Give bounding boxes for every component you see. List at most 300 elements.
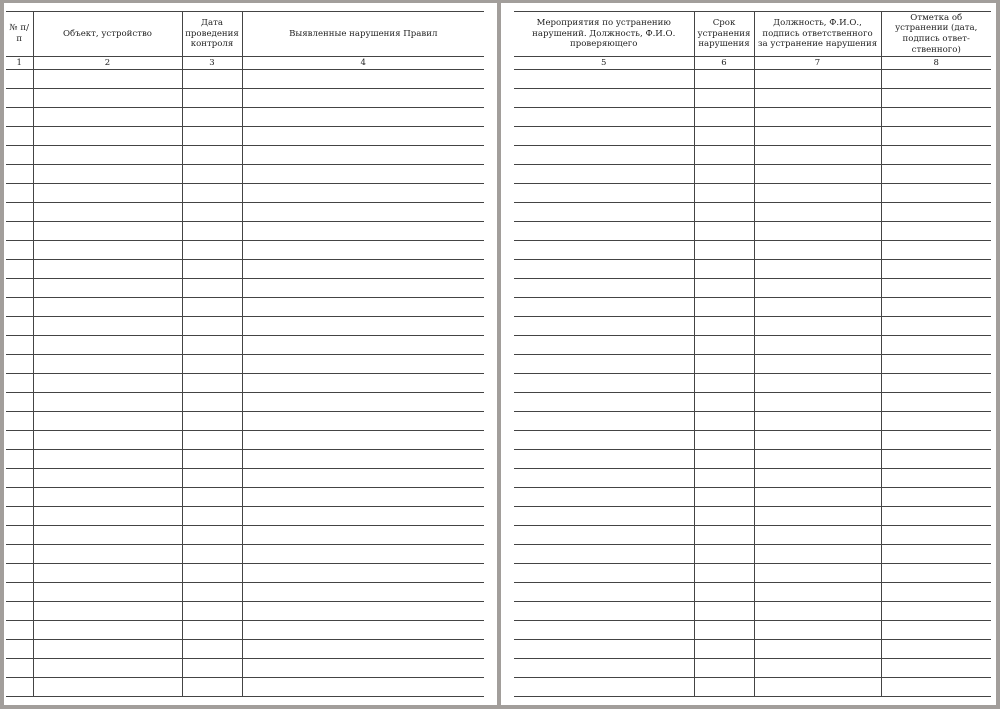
table-row [514, 640, 991, 659]
blank-cell [881, 279, 991, 298]
blank-cell [754, 602, 881, 621]
blank-cell [881, 640, 991, 659]
header-row [514, 12, 991, 57]
table-row [514, 488, 991, 507]
blank-cell [694, 564, 754, 583]
blank-cell [694, 260, 754, 279]
column-number: 1 [6, 57, 33, 70]
blank-cell [881, 450, 991, 469]
blank-cell [182, 298, 242, 317]
table-row [6, 355, 484, 374]
blank-cell [242, 127, 484, 146]
blank-cell [514, 355, 694, 374]
blank-cell [33, 450, 182, 469]
blank-cell [242, 241, 484, 260]
blank-cell [242, 374, 484, 393]
blank-cell [242, 184, 484, 203]
blank-cell [33, 659, 182, 678]
blank-cell [242, 640, 484, 659]
blank-cell [6, 659, 33, 678]
header-control-date: Дата проведения контроля [182, 12, 242, 57]
header-elimination-mark: Отметка об устранении (дата, подпись ответ- ственного) [881, 12, 991, 57]
table-row [514, 431, 991, 450]
blank-cell [881, 602, 991, 621]
blank-cell [6, 450, 33, 469]
blank-cell [182, 317, 242, 336]
blank-cell [514, 640, 694, 659]
blank-cell [694, 298, 754, 317]
blank-cell [33, 374, 182, 393]
column-number-row [6, 57, 484, 70]
table-row [6, 203, 484, 222]
blank-cell [242, 146, 484, 165]
blank-cell [514, 583, 694, 602]
blank-cell [881, 678, 991, 697]
blank-cell [881, 545, 991, 564]
blank-cell [33, 621, 182, 640]
blank-cell [182, 260, 242, 279]
blank-cell [242, 108, 484, 127]
column-number-row [514, 57, 991, 70]
blank-cell [754, 260, 881, 279]
blank-cell [242, 279, 484, 298]
table-row [514, 260, 991, 279]
blank-cell [881, 203, 991, 222]
blank-cell [242, 298, 484, 317]
table-row [6, 165, 484, 184]
table-row [514, 336, 991, 355]
blank-cell [881, 108, 991, 127]
table-row [514, 526, 991, 545]
blank-cell [6, 564, 33, 583]
blank-cell [754, 203, 881, 222]
blank-cell [754, 165, 881, 184]
header-number: № п/п [6, 12, 33, 57]
blank-cell [182, 526, 242, 545]
blank-cell [694, 526, 754, 545]
blank-cell [6, 260, 33, 279]
blank-cell [694, 431, 754, 450]
blank-cell [514, 203, 694, 222]
blank-cell [754, 583, 881, 602]
blank-cell [514, 412, 694, 431]
table-row [6, 640, 484, 659]
blank-cell [754, 184, 881, 203]
blank-cell [242, 431, 484, 450]
table-row [514, 127, 991, 146]
table-row [6, 488, 484, 507]
blank-cell [754, 108, 881, 127]
blank-cell [754, 621, 881, 640]
blank-cell [33, 108, 182, 127]
header-row [6, 12, 484, 57]
blank-cell [694, 70, 754, 89]
blank-cell [514, 545, 694, 564]
blank-cell [754, 127, 881, 146]
blank-cell [6, 127, 33, 146]
blank-cell [242, 89, 484, 108]
table-row [514, 184, 991, 203]
blank-cell [242, 678, 484, 697]
blank-cell [6, 507, 33, 526]
table-row [514, 374, 991, 393]
blank-cell [754, 640, 881, 659]
table-row [6, 374, 484, 393]
blank-cell [33, 222, 182, 241]
table-row [514, 108, 991, 127]
table-row [6, 336, 484, 355]
blank-cell [754, 450, 881, 469]
table-row [514, 678, 991, 697]
blank-cell [754, 374, 881, 393]
table-row [6, 621, 484, 640]
blank-cell [6, 222, 33, 241]
blank-cell [694, 545, 754, 564]
blank-cell [514, 431, 694, 450]
table-row [514, 545, 991, 564]
table-row [514, 146, 991, 165]
column-number: 3 [182, 57, 242, 70]
table-row [6, 260, 484, 279]
blank-cell [242, 621, 484, 640]
blank-cell [514, 146, 694, 165]
blank-cell [881, 431, 991, 450]
blank-cell [6, 203, 33, 222]
blank-cell [6, 184, 33, 203]
table-row [6, 241, 484, 260]
blank-cell [694, 450, 754, 469]
table-row [514, 298, 991, 317]
blank-cell [6, 602, 33, 621]
blank-cell [33, 203, 182, 222]
blank-cell [881, 393, 991, 412]
blank-cell [33, 583, 182, 602]
blank-cell [514, 89, 694, 108]
blank-cell [33, 355, 182, 374]
blank-cell [242, 545, 484, 564]
blank-cell [881, 659, 991, 678]
blank-cell [754, 412, 881, 431]
blank-cell [6, 621, 33, 640]
blank-cell [694, 203, 754, 222]
blank-cell [182, 374, 242, 393]
table-row [514, 165, 991, 184]
table-row [6, 412, 484, 431]
blank-cell [6, 488, 33, 507]
blank-cell [694, 602, 754, 621]
blank-cell [694, 127, 754, 146]
blank-cell [514, 488, 694, 507]
blank-cell [881, 165, 991, 184]
blank-cell [881, 127, 991, 146]
blank-cell [33, 70, 182, 89]
blank-cell [754, 507, 881, 526]
blank-cell [242, 507, 484, 526]
blank-cell [754, 526, 881, 545]
column-number: 6 [694, 57, 754, 70]
right-register-table [514, 11, 991, 697]
table-row [6, 659, 484, 678]
table-row [6, 146, 484, 165]
blank-cell [6, 469, 33, 488]
blank-cell [694, 678, 754, 697]
table-row [6, 393, 484, 412]
blank-cell [881, 260, 991, 279]
blank-cell [514, 374, 694, 393]
table-row [6, 678, 484, 697]
blank-cell [694, 393, 754, 412]
blank-cell [242, 222, 484, 241]
blank-cell [33, 241, 182, 260]
table-row [514, 583, 991, 602]
blank-cell [754, 355, 881, 374]
blank-cell [694, 583, 754, 602]
blank-cell [33, 564, 182, 583]
blank-cell [881, 146, 991, 165]
table-row [514, 469, 991, 488]
blank-cell [6, 640, 33, 659]
table-row [6, 279, 484, 298]
blank-cell [694, 355, 754, 374]
table-row [514, 89, 991, 108]
blank-cell [694, 279, 754, 298]
table-row [6, 89, 484, 108]
blank-cell [754, 488, 881, 507]
blank-cell [881, 70, 991, 89]
blank-cell [242, 70, 484, 89]
blank-cell [694, 317, 754, 336]
blank-cell [881, 507, 991, 526]
header-object: Объект, устройство [33, 12, 182, 57]
blank-cell [182, 336, 242, 355]
blank-cell [6, 393, 33, 412]
blank-cell [754, 241, 881, 260]
blank-cell [881, 298, 991, 317]
blank-cell [6, 678, 33, 697]
blank-cell [6, 412, 33, 431]
blank-cell [694, 412, 754, 431]
blank-cell [754, 146, 881, 165]
blank-cell [182, 659, 242, 678]
blank-cell [182, 469, 242, 488]
table-row [6, 545, 484, 564]
blank-cell [182, 621, 242, 640]
blank-cell [33, 336, 182, 355]
blank-cell [33, 317, 182, 336]
left-blank-rows [6, 70, 484, 697]
blank-cell [754, 89, 881, 108]
table-row [514, 222, 991, 241]
blank-cell [242, 469, 484, 488]
blank-cell [754, 659, 881, 678]
blank-cell [6, 355, 33, 374]
header-responsible: Должность, Ф.И.О., подпись ответственного за устранение нарушения [754, 12, 881, 57]
blank-cell [182, 241, 242, 260]
blank-cell [754, 564, 881, 583]
blank-cell [694, 374, 754, 393]
blank-cell [694, 507, 754, 526]
blank-cell [6, 279, 33, 298]
blank-cell [33, 146, 182, 165]
blank-cell [242, 260, 484, 279]
blank-cell [881, 564, 991, 583]
blank-cell [754, 393, 881, 412]
table-row [6, 564, 484, 583]
table-row [6, 507, 484, 526]
blank-cell [182, 564, 242, 583]
blank-cell [514, 298, 694, 317]
table-row [514, 393, 991, 412]
table-row [514, 659, 991, 678]
blank-cell [242, 602, 484, 621]
blank-cell [33, 165, 182, 184]
blank-cell [694, 184, 754, 203]
blank-cell [6, 108, 33, 127]
table-row [514, 507, 991, 526]
blank-cell [881, 222, 991, 241]
blank-cell [242, 165, 484, 184]
blank-cell [182, 279, 242, 298]
blank-cell [694, 165, 754, 184]
blank-cell [514, 602, 694, 621]
blank-cell [6, 70, 33, 89]
table-row [6, 583, 484, 602]
blank-cell [694, 469, 754, 488]
blank-cell [242, 526, 484, 545]
blank-cell [514, 507, 694, 526]
blank-cell [182, 545, 242, 564]
blank-cell [754, 545, 881, 564]
column-number: 8 [881, 57, 991, 70]
blank-cell [881, 488, 991, 507]
table-row [6, 317, 484, 336]
blank-cell [33, 507, 182, 526]
blank-cell [514, 317, 694, 336]
blank-cell [33, 260, 182, 279]
blank-cell [514, 659, 694, 678]
blank-cell [881, 89, 991, 108]
blank-cell [33, 412, 182, 431]
table-row [6, 298, 484, 317]
blank-cell [881, 241, 991, 260]
blank-cell [182, 431, 242, 450]
column-number: 7 [754, 57, 881, 70]
blank-cell [242, 450, 484, 469]
blank-cell [182, 355, 242, 374]
blank-cell [881, 317, 991, 336]
left-page [4, 3, 497, 705]
blank-cell [694, 621, 754, 640]
blank-cell [182, 222, 242, 241]
left-register-table [6, 11, 484, 697]
table-row [6, 108, 484, 127]
table-row [514, 564, 991, 583]
blank-cell [182, 165, 242, 184]
header-measures: Мероприятия по устранению нарушений. Должность, Ф.И.О. проверяющего [514, 12, 694, 57]
blank-cell [182, 450, 242, 469]
blank-cell [6, 89, 33, 108]
blank-cell [754, 678, 881, 697]
table-row [514, 317, 991, 336]
blank-cell [182, 146, 242, 165]
blank-cell [514, 70, 694, 89]
blank-cell [694, 488, 754, 507]
right-page [501, 3, 996, 705]
table-row [514, 279, 991, 298]
table-row [514, 70, 991, 89]
blank-cell [33, 488, 182, 507]
blank-cell [33, 393, 182, 412]
blank-cell [514, 526, 694, 545]
table-row [514, 412, 991, 431]
blank-cell [182, 108, 242, 127]
blank-cell [754, 279, 881, 298]
right-blank-rows [514, 70, 991, 697]
blank-cell [881, 412, 991, 431]
blank-cell [33, 545, 182, 564]
blank-cell [881, 184, 991, 203]
blank-cell [182, 203, 242, 222]
table-row [514, 241, 991, 260]
blank-cell [881, 526, 991, 545]
blank-cell [182, 507, 242, 526]
blank-cell [6, 298, 33, 317]
blank-cell [33, 431, 182, 450]
blank-cell [242, 336, 484, 355]
blank-cell [242, 564, 484, 583]
blank-cell [6, 374, 33, 393]
blank-cell [514, 393, 694, 412]
blank-cell [881, 374, 991, 393]
blank-cell [182, 89, 242, 108]
table-row [6, 450, 484, 469]
blank-cell [694, 241, 754, 260]
blank-cell [881, 469, 991, 488]
blank-cell [514, 184, 694, 203]
table-row [6, 184, 484, 203]
blank-cell [242, 583, 484, 602]
blank-cell [694, 146, 754, 165]
blank-cell [514, 621, 694, 640]
blank-cell [694, 659, 754, 678]
blank-cell [182, 488, 242, 507]
blank-cell [514, 165, 694, 184]
table-row [514, 203, 991, 222]
blank-cell [6, 146, 33, 165]
blank-cell [881, 336, 991, 355]
blank-cell [33, 602, 182, 621]
blank-cell [33, 469, 182, 488]
table-row [6, 469, 484, 488]
column-number: 2 [33, 57, 182, 70]
blank-cell [881, 583, 991, 602]
blank-cell [33, 184, 182, 203]
blank-cell [754, 336, 881, 355]
blank-cell [33, 678, 182, 697]
blank-cell [182, 127, 242, 146]
blank-cell [514, 450, 694, 469]
blank-cell [6, 317, 33, 336]
blank-cell [242, 488, 484, 507]
blank-cell [242, 355, 484, 374]
blank-cell [242, 203, 484, 222]
blank-cell [881, 355, 991, 374]
blank-cell [6, 241, 33, 260]
blank-cell [514, 469, 694, 488]
blank-cell [242, 393, 484, 412]
table-row [514, 450, 991, 469]
table-row [514, 355, 991, 374]
